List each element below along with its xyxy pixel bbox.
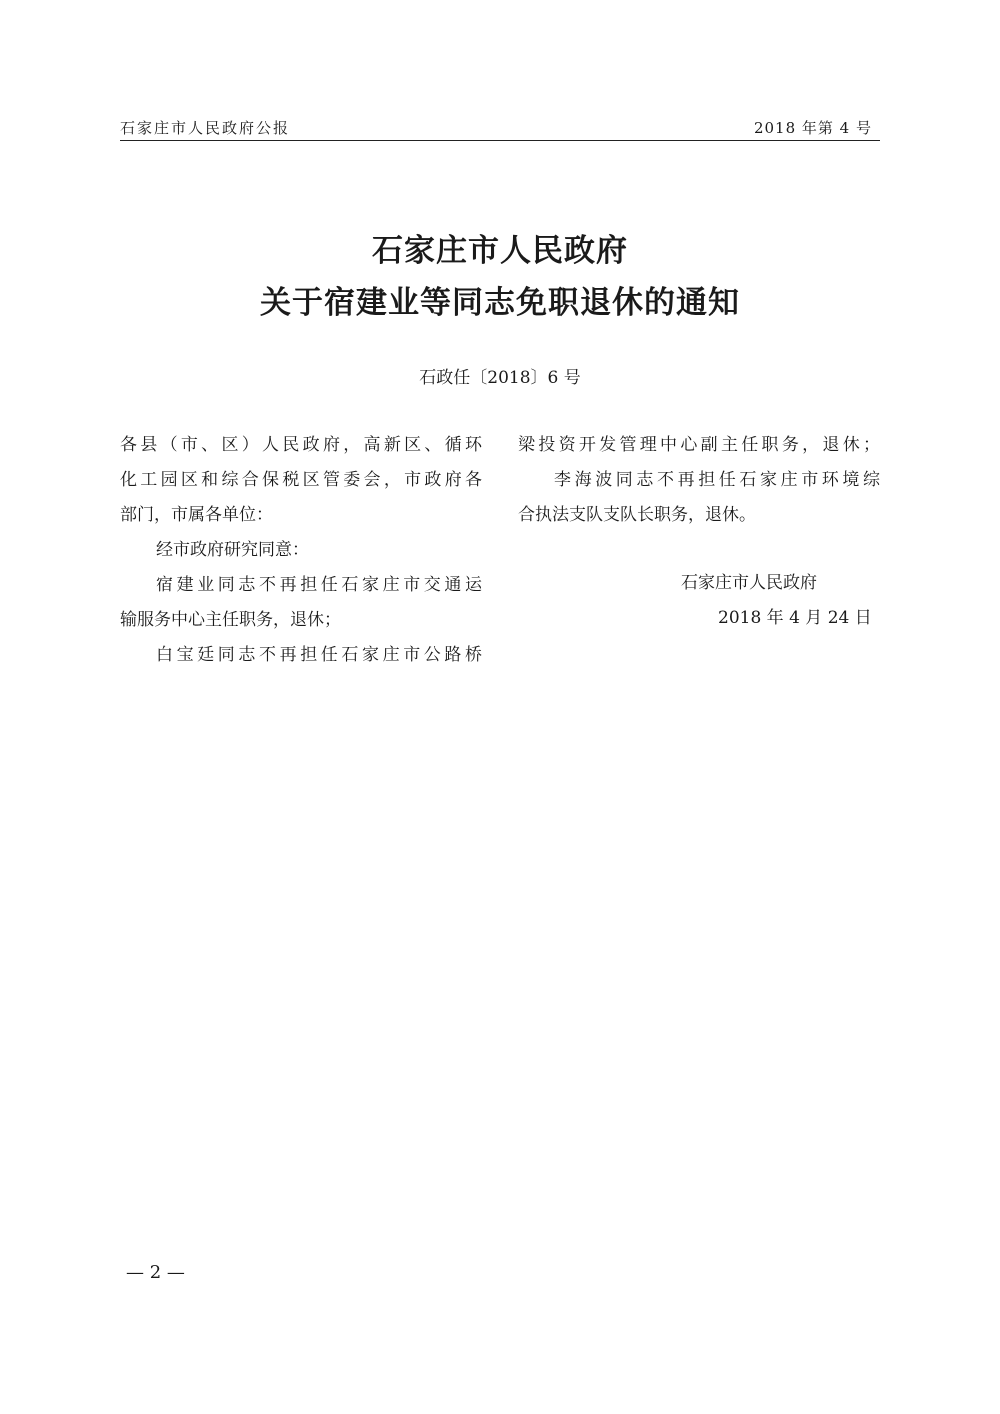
signature-organization: 石家庄市人民政府 — [681, 573, 817, 593]
body-line: 部门，市属各单位： — [120, 505, 273, 525]
body-line: 输服务中心主任职务，退休； — [120, 610, 341, 630]
body-column-right — [518, 428, 880, 533]
body-line: 合执法支队支队长职务，退休。 — [518, 505, 756, 525]
body-line: 化工园区和综合保税区管委会，市政府各 — [120, 470, 482, 490]
document-number: 石政任〔2018〕6 号 — [419, 368, 581, 388]
header-divider — [120, 140, 880, 141]
issue-number: 2018 年第 4 号 — [753, 119, 872, 137]
body-column-left — [120, 428, 482, 673]
page-number: — 2 — — [126, 1262, 185, 1283]
body-line: 经市政府研究同意： — [156, 540, 309, 560]
document-title-line-1: 石家庄市人民政府 — [372, 233, 628, 269]
body-line: 梁投资开发管理中心副主任职务，退休； — [518, 435, 880, 455]
publication-name: 石家庄市人民政府公报 — [120, 119, 291, 137]
body-line: 宿建业同志不再担任石家庄市交通运 — [156, 575, 482, 595]
signature-date: 2018 年 4 月 24 日 — [718, 608, 872, 628]
body-line: 各县（市、区）人民政府，高新区、循环 — [120, 435, 482, 455]
body-line: 李海波同志不再担任石家庄市环境综 — [554, 470, 880, 490]
document-title-line-2: 关于宿建业等同志免职退休的通知 — [260, 285, 740, 321]
body-line: 白宝廷同志不再担任石家庄市公路桥 — [156, 645, 482, 665]
